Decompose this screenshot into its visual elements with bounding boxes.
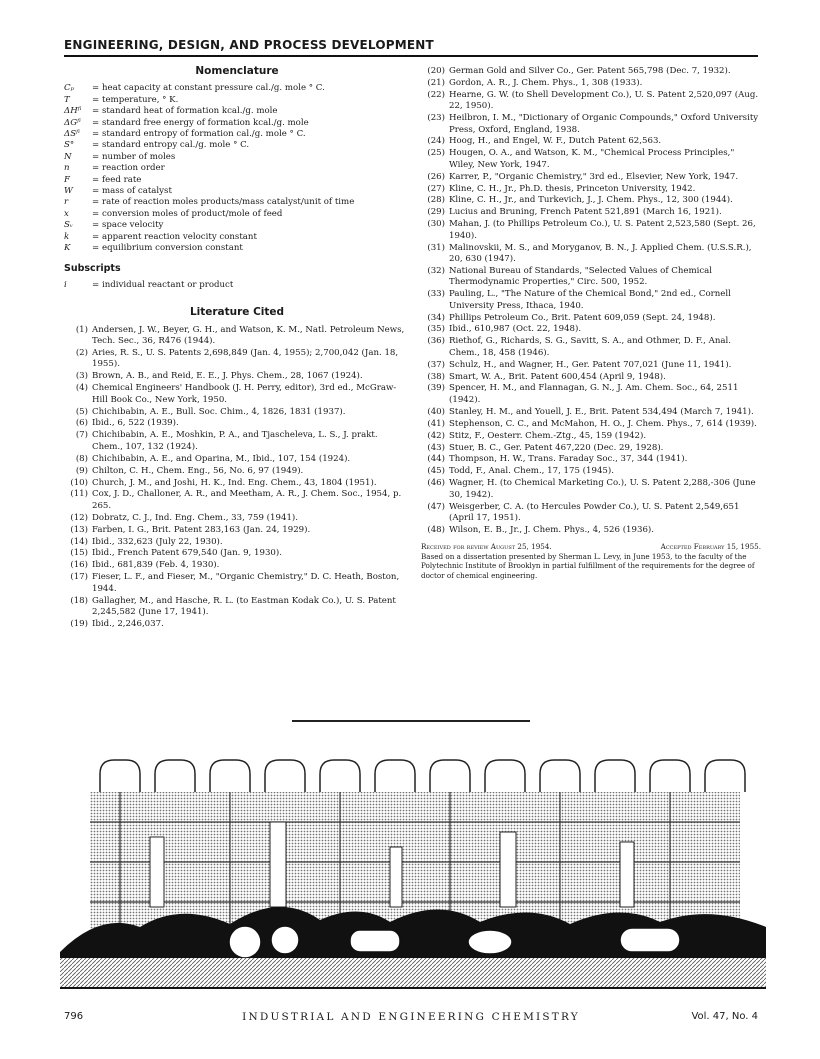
- reference-text: Ibid., 332,623 (July 22, 1930).: [92, 536, 223, 547]
- reference-item: [421, 443, 761, 454]
- nomenclature-row: [64, 186, 410, 197]
- nomenclature-row: [64, 243, 410, 254]
- reference-item: [64, 348, 410, 371]
- nomenclature-row: [64, 152, 410, 163]
- reference-text: Ibid., 610,987 (Oct. 22, 1948).: [449, 324, 582, 335]
- equals-sign: =: [92, 83, 100, 94]
- reference-item: [421, 136, 761, 147]
- reference-item: [64, 572, 410, 595]
- reference-number: (8): [75, 453, 88, 464]
- nomenclature-row: [64, 175, 410, 186]
- reference-number: (9): [75, 465, 88, 476]
- reference-number: (26): [427, 171, 445, 182]
- nomenclature-symbol: S°: [64, 140, 75, 151]
- reference-number: (44): [427, 454, 445, 465]
- reference-item: [64, 619, 410, 630]
- reference-number: (22): [427, 89, 445, 100]
- reference-number: (1): [75, 324, 88, 335]
- reference-text: Hoog, H., and Engel, W. F., Dutch Patent 62,563.: [449, 136, 662, 147]
- reference-item: [421, 78, 761, 89]
- reference-text: Dobratz, C. J., Ind. Eng. Chem., 33, 759 (1941).: [92, 512, 298, 523]
- reference-text: Wilson, E. B., Jr., J. Chem. Phys., 4, 526 (1936).: [449, 524, 655, 535]
- volume-issue: Vol. 47, No. 4: [691, 1011, 758, 1022]
- reference-text: Spencer, H. M., and Flannagan, G. N., J. Am. Chem. Soc., 64, 2511 (1942).: [449, 383, 739, 405]
- reference-number: (4): [75, 383, 88, 394]
- reference-item: [64, 466, 410, 477]
- reference-text: Gallagher, M., and Hasche, R. L. (to Eastman Kodak Co.), U. S. Patent 2,245,582 (June 17, 1941).: [92, 595, 396, 617]
- references-right: [421, 66, 761, 536]
- nomenclature-row: [64, 209, 410, 220]
- reference-item: [421, 431, 761, 442]
- reference-item: [64, 430, 410, 453]
- header-rule: [64, 55, 758, 57]
- nomenclature-definition: standard heat of formation kcal./g. mole: [102, 106, 278, 117]
- equals-sign: =: [92, 140, 100, 151]
- reference-text: Ibid., 2,246,037.: [92, 618, 164, 629]
- reference-item: [64, 548, 410, 559]
- reference-text: Hougen, O. A., and Watson, K. M., "Chemical Process Principles," Wiley, New York, 1947.: [449, 148, 735, 170]
- reference-item: [421, 90, 761, 113]
- reference-item: [421, 419, 761, 430]
- equals-sign: =: [92, 243, 100, 254]
- reference-item: [64, 525, 410, 536]
- reference-item: [421, 66, 761, 77]
- reference-text: National Bureau of Standards, "Selected Values of Chemical Thermodynamic Properties," Circ. 500, 1952.: [449, 265, 713, 288]
- nomenclature-symbol: K: [64, 243, 71, 254]
- reference-text: Ibid., 6, 522 (1939).: [92, 418, 179, 429]
- reference-number: (40): [427, 406, 445, 417]
- reference-number: (38): [427, 371, 445, 382]
- reference-number: (19): [70, 618, 88, 629]
- reference-number: (42): [427, 430, 445, 441]
- reference-number: (28): [427, 195, 445, 206]
- subscripts-title: Subscripts: [64, 262, 121, 274]
- equals-sign: =: [92, 174, 100, 185]
- nomenclature-symbol: Cₚ: [64, 83, 75, 94]
- reference-number: (34): [427, 312, 445, 323]
- reference-number: (7): [75, 430, 88, 441]
- reference-text: Wagner, H. (to Chemical Marketing Co.), U. S. Patent 2,288,-306 (June 30, 1942).: [449, 478, 756, 500]
- reference-text: Smart, W. A., Brit. Patent 600,454 (April 9, 1948).: [449, 371, 666, 382]
- reference-number: (14): [70, 536, 88, 547]
- right-column: [421, 66, 761, 580]
- reference-item: [64, 383, 410, 406]
- nomenclature-row: [64, 118, 410, 129]
- reference-number: (36): [427, 336, 445, 347]
- nomenclature-definition: space velocity: [102, 220, 164, 231]
- reference-number: (21): [427, 77, 445, 88]
- reference-number: (27): [427, 183, 445, 194]
- reference-number: (12): [70, 512, 88, 523]
- reference-text: Weisgerber, C. A. (to Hercules Powder Co.), U. S. Patent 2,549,651 (April 17, 1951).: [449, 501, 740, 523]
- running-header: ENGINEERING, DESIGN, AND PROCESS DEVELOPMENT: [64, 38, 434, 52]
- nomenclature-definition: equilibrium conversion constant: [102, 243, 243, 254]
- nomenclature-symbol: F: [64, 174, 70, 185]
- nomenclature-row: [64, 220, 410, 231]
- reference-text: Ibid., 681,839 (Feb. 4, 1930).: [92, 560, 220, 571]
- nomenclature-definition: reaction order: [102, 163, 165, 174]
- equals-sign: =: [92, 231, 100, 242]
- section-divider: [292, 720, 530, 722]
- reference-text: Chichibabin, A. E., Bull. Soc. Chim., 4, 1826, 1831 (1937).: [92, 406, 346, 417]
- reference-text: Kline, C. H., Jr., and Turkevich, J., J. Chem. Phys., 12, 300 (1944).: [449, 195, 733, 206]
- equals-sign: =: [92, 106, 100, 117]
- reference-item: [64, 489, 410, 512]
- reference-text: Heilbron, I. M., "Dictionary of Organic Compounds," Oxford University Press, Oxford, England, 1938.: [449, 113, 759, 135]
- equals-sign: =: [92, 151, 100, 162]
- left-column: [64, 66, 410, 631]
- nomenclature-definition: standard entropy of formation cal./g. mole ° C.: [102, 129, 306, 140]
- reference-text: Phillips Petroleum Co., Brit. Patent 609,059 (Sept. 24, 1948).: [449, 312, 716, 323]
- nomenclature-list: [64, 83, 410, 254]
- dissertation-note: Based on a dissertation presented by Sherman L. Levy, in June 1953, to the faculty of the Polytechnic Institute of Brooklyn in partial fulfillment of the requirements for the degree of doctor of chemical engineering.: [421, 551, 755, 580]
- reference-number: (39): [427, 383, 445, 394]
- reference-number: (15): [70, 548, 88, 559]
- nomenclature-row: [64, 197, 410, 208]
- reference-text: Riethof, G., Richards, S. G., Savitt, S. A., and Othmer, D. F., Anal. Chem., 18, 458 (1946).: [449, 336, 731, 358]
- nomenclature-definition: rate of reaction moles products/mass catalyst/unit of time: [102, 197, 355, 208]
- nomenclature-definition: conversion moles of product/mole of feed: [102, 208, 283, 219]
- reference-item: [421, 525, 761, 536]
- reference-text: Hearne, G. W. (to Shell Development Co.), U. S. Patent 2,520,097 (Aug. 22, 1950).: [449, 89, 759, 112]
- reference-text: Karrer, P., "Organic Chemistry," 3rd ed., Elsevier, New York, 1947.: [449, 171, 739, 182]
- reference-number: (37): [427, 359, 445, 370]
- nomenclature-definition: individual reactant or product: [102, 279, 234, 290]
- accepted-date: Accepted February 15, 1955.: [660, 542, 761, 552]
- nomenclature-row: [64, 106, 410, 117]
- reference-text: Fieser, L. F., and Fieser, M., "Organic Chemistry," D. C. Heath, Boston, 1944.: [92, 572, 400, 594]
- nomenclature-symbol: n: [64, 163, 70, 174]
- nomenclature-symbol: ΔGᶠⁱ: [64, 117, 81, 128]
- reference-item: [421, 372, 761, 383]
- reference-number: (6): [75, 418, 88, 429]
- reference-text: Pauling, L., "The Nature of the Chemical Bond," 2nd ed., Cornell University Press, Ithaca, 1940.: [449, 289, 731, 311]
- nomenclature-symbol: ΔHᶠⁱ: [64, 106, 82, 117]
- reference-text: Schulz, H., and Wagner, H., Ger. Patent 707,021 (June 11, 1941).: [449, 359, 732, 370]
- reference-text: Lucius and Bruning, French Patent 521,891 (March 16, 1921).: [449, 207, 722, 218]
- reference-item: [421, 243, 761, 266]
- reference-number: (25): [427, 148, 445, 159]
- reference-number: (3): [75, 371, 88, 382]
- reference-text: Chemical Engineers' Handbook (J. H. Perry, editor), 3rd ed., McGraw-Hill Book Co., New York, 1950.: [92, 383, 397, 405]
- nomenclature-definition: number of moles: [102, 151, 176, 162]
- reference-text: Mahan, J. (to Phillips Petroleum Co.), U. S. Patent 2,523,580 (Sept. 26, 1940).: [449, 219, 756, 241]
- nomenclature-symbol: i: [64, 279, 67, 290]
- nomenclature-definition: temperature, ° K.: [102, 94, 179, 105]
- reference-number: (10): [70, 477, 88, 488]
- reference-text: Stephenson, C. C., and McMahon, H. O., J. Chem. Phys., 7, 614 (1939).: [449, 418, 757, 429]
- nomenclature-definition: feed rate: [102, 174, 142, 185]
- reference-text: Stuer, B. C., Ger. Patent 467,220 (Dec. 29, 1928).: [449, 442, 664, 453]
- nomenclature-symbol: W: [64, 186, 73, 197]
- references-left: [64, 325, 410, 631]
- reference-item: [421, 172, 761, 183]
- reference-text: Todd, F., Anal. Chem., 17, 175 (1945).: [449, 466, 614, 477]
- nomenclature-symbol: k: [64, 231, 70, 242]
- reference-number: (41): [427, 418, 445, 429]
- equals-sign: =: [92, 279, 100, 290]
- reference-number: (45): [427, 466, 445, 477]
- reference-text: Ibid., French Patent 679,540 (Jan. 9, 1930).: [92, 548, 282, 559]
- nomenclature-row: [64, 232, 410, 243]
- reference-item: [421, 266, 761, 289]
- reference-text: Farben, I. G., Brit. Patent 283,163 (Jan. 24, 1929).: [92, 524, 311, 535]
- reference-text: Cox, J. D., Challoner, A. R., and Meetham, A. R., J. Chem. Soc., 1954, p. 265.: [92, 489, 402, 511]
- reference-number: (32): [427, 265, 445, 276]
- nomenclature-row: [64, 95, 410, 106]
- subscripts-list: [64, 280, 410, 291]
- nomenclature-row: [64, 280, 410, 291]
- reference-number: (29): [427, 207, 445, 218]
- reference-text: Aries, R. S., U. S. Patents 2,698,849 (Jan. 4, 1955); 2,700,042 (Jan. 18, 1955).: [92, 348, 399, 370]
- reference-item: [421, 313, 761, 324]
- reference-number: (48): [427, 524, 445, 535]
- reference-text: Chilton, C. H., Chem. Eng., 56, No. 6, 97 (1949).: [92, 465, 304, 476]
- reference-number: (24): [427, 136, 445, 147]
- reference-item: [421, 195, 761, 206]
- reference-number: (46): [427, 478, 445, 489]
- reference-text: Thompson, H. W., Trans. Faraday Soc., 37, 344 (1941).: [449, 454, 688, 465]
- nomenclature-row: [64, 83, 410, 94]
- equals-sign: =: [92, 208, 100, 219]
- reference-number: (30): [427, 219, 445, 230]
- reference-item: [421, 113, 761, 136]
- reference-text: Chichibabin, A. E., and Oparina, M., Ibid., 107, 154 (1924).: [92, 453, 351, 464]
- journal-name: INDUSTRIAL AND ENGINEERING CHEMISTRY: [242, 1011, 580, 1023]
- reference-item: [64, 418, 410, 429]
- reference-item: [64, 537, 410, 548]
- equals-sign: =: [92, 163, 100, 174]
- equals-sign: =: [92, 117, 100, 128]
- nomenclature-row: [64, 163, 410, 174]
- reference-text: Chichibabin, A. E., Moshkin, P. A., and Tjascheleva, L. S., J. prakt. Chem., 107, 132 (1924).: [92, 430, 378, 452]
- reference-number: (18): [70, 595, 88, 606]
- reference-number: (47): [427, 501, 445, 512]
- reference-item: [421, 360, 761, 371]
- nomenclature-symbol: r: [64, 197, 69, 208]
- equals-sign: =: [92, 129, 100, 140]
- reference-number: (33): [427, 289, 445, 300]
- received-note: [421, 542, 761, 580]
- reference-number: (23): [427, 113, 445, 124]
- chemical-plant-illustration: [60, 752, 766, 998]
- nomenclature-symbol: N: [64, 151, 72, 162]
- reference-item: [64, 560, 410, 571]
- reference-text: Gordon, A. R., J. Chem. Phys., 1, 308 (1933).: [449, 77, 643, 88]
- page-number: 796: [64, 1011, 84, 1022]
- reference-text: Andersen, J. W., Beyer, G. H., and Watson, K. M., Natl. Petroleum News, Tech. Sec., 36, R476 (1944).: [92, 324, 405, 347]
- reference-item: [421, 207, 761, 218]
- reference-item: [64, 478, 410, 489]
- reference-item: [64, 371, 410, 382]
- nomenclature-definition: standard entropy cal./g. mole ° C.: [102, 140, 250, 151]
- nomenclature-row: [64, 129, 410, 140]
- reference-number: (43): [427, 442, 445, 453]
- reference-number: (31): [427, 242, 445, 253]
- nomenclature-symbol: Sᵥ: [64, 220, 74, 231]
- nomenclature-definition: standard free energy of formation kcal./g. mole: [102, 117, 309, 128]
- equals-sign: =: [92, 220, 100, 231]
- reference-text: German Gold and Silver Co., Ger. Patent 565,798 (Dec. 7, 1932).: [449, 66, 731, 76]
- reference-number: (13): [70, 524, 88, 535]
- nomenclature-title: Nomenclature: [195, 65, 279, 77]
- reference-text: Stitz, F., Oesterr. Chem.-Ztg., 45, 159 (1942).: [449, 430, 647, 441]
- reference-number: (17): [70, 572, 88, 583]
- reference-item: [64, 596, 410, 619]
- reference-item: [421, 454, 761, 465]
- reference-item: [421, 383, 761, 406]
- reference-text: Malinovskii, M. S., and Moryganov, B. N., J. Applied Chem. (U.S.S.R.), 20, 630 (1947).: [449, 242, 752, 264]
- reference-text: Kline, C. H., Jr., Ph.D. thesis, Princeton University, 1942.: [449, 183, 696, 194]
- nomenclature-symbol: T: [64, 94, 70, 105]
- reference-item: [421, 336, 761, 359]
- reference-text: Church, J. M., and Joshi, H. K., Ind. Eng. Chem., 43, 1804 (1951).: [92, 477, 377, 488]
- nomenclature-definition: apparent reaction velocity constant: [102, 231, 257, 242]
- reference-item: [64, 407, 410, 418]
- nomenclature-definition: heat capacity at constant pressure cal./g. mole ° C.: [102, 83, 325, 94]
- equals-sign: =: [92, 197, 100, 208]
- reference-text: Brown, A. B., and Reid, E. E., J. Phys. Chem., 28, 1067 (1924).: [92, 371, 363, 382]
- reference-item: [421, 324, 761, 335]
- reference-item: [421, 219, 761, 242]
- received-date: Received for review August 25, 1954.: [421, 542, 552, 552]
- reference-item: [64, 325, 410, 348]
- literature-title: Literature Cited: [189, 306, 285, 319]
- reference-text: Stanley, H. M., and Youell, J. E., Brit. Patent 534,494 (March 7, 1941).: [449, 406, 754, 417]
- reference-item: [421, 466, 761, 477]
- reference-number: (5): [75, 406, 88, 417]
- equals-sign: =: [92, 186, 100, 197]
- nomenclature-definition: mass of catalyst: [102, 186, 172, 197]
- nomenclature-row: [64, 140, 410, 151]
- reference-item: [64, 454, 410, 465]
- reference-number: (35): [427, 324, 445, 335]
- reference-number: (20): [427, 66, 445, 76]
- equals-sign: =: [92, 94, 100, 105]
- reference-item: [421, 407, 761, 418]
- reference-item: [421, 289, 761, 312]
- reference-item: [64, 513, 410, 524]
- reference-item: [421, 184, 761, 195]
- reference-item: [421, 502, 761, 525]
- nomenclature-symbol: ΔSᶠⁱ: [64, 129, 80, 140]
- reference-number: (2): [75, 348, 88, 359]
- nomenclature-symbol: x: [64, 208, 69, 219]
- reference-item: [421, 148, 761, 171]
- reference-item: [421, 478, 761, 501]
- reference-number: (16): [70, 560, 88, 571]
- reference-number: (11): [70, 489, 88, 500]
